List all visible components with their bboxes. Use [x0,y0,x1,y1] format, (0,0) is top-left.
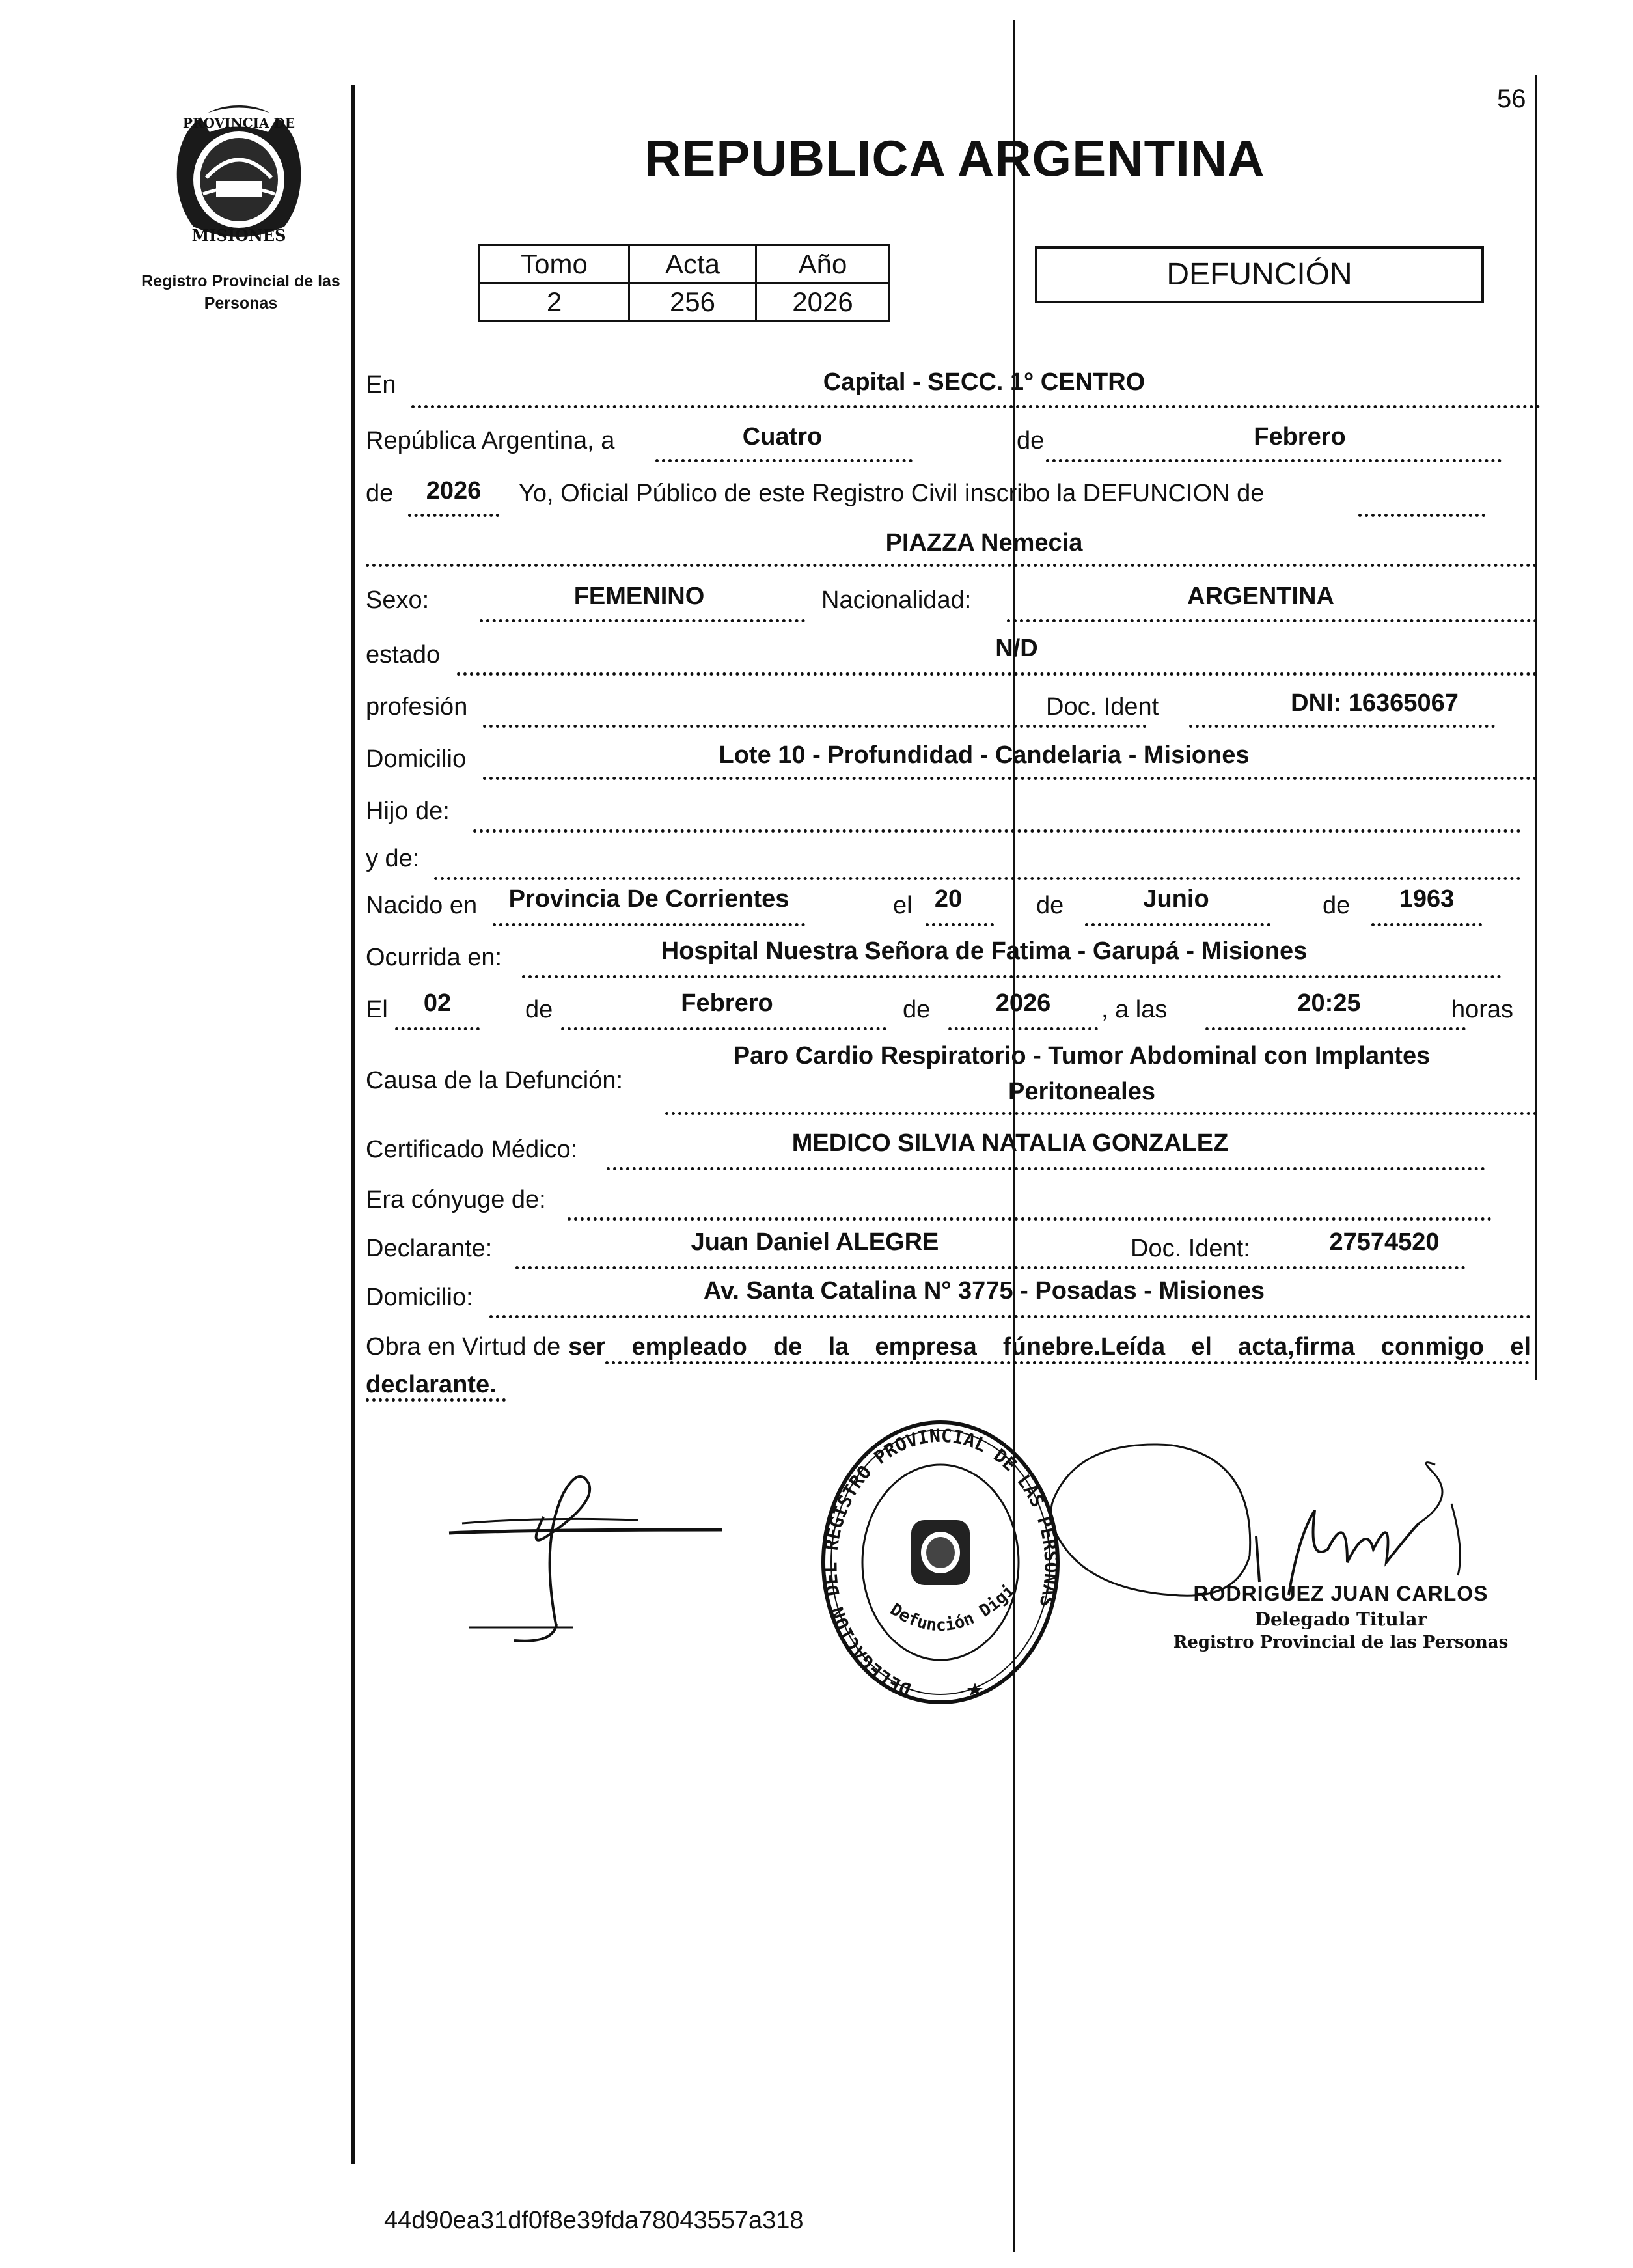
row-domicilio [366,739,1505,778]
en-value: Capital - SECC. 1° CENTRO [823,368,1146,396]
fecha-dia: Cuatro [742,423,823,450]
doc-ident-value: DNI: 16365067 [1291,689,1459,717]
row-sexo [366,583,1505,622]
dotted-line [493,923,805,926]
dotted-line [411,405,1541,408]
row-fecha-defuncion [366,989,1514,1029]
anio-de-label: de [366,480,394,507]
tomo-value: 2 [480,283,629,321]
nacido-de2-label: de [1323,892,1351,919]
row-fecha [366,423,1505,462]
acta-header: Acta [629,245,756,283]
dotted-line [926,923,994,926]
official-role: Delegado Titular [1254,1609,1427,1630]
declarant-signature [443,1465,729,1666]
dotted-line [366,1398,506,1402]
ocurrida-label: Ocurrida en: [366,944,502,971]
fecha-de-label: de [1017,427,1045,454]
causa-label: Causa de la Defunción: [366,1067,624,1094]
nacido-lugar: Provincia De Corrientes [508,885,789,913]
row-causa [366,1038,1505,1116]
row-hijo-de [366,792,1505,831]
obra-en-virtud [366,1328,1531,1404]
document-title: REPUBLICA ARGENTINA [644,130,1265,187]
def-hora: 20:25 [1297,989,1361,1017]
y-de-label: y de: [366,845,420,872]
hijo-de-label: Hijo de: [366,797,450,825]
dotted-line [515,1266,1466,1269]
certificado-value: MEDICO SILVIA NATALIA GONZALEZ [791,1129,1229,1157]
anio-text: Yo, Oficial Público de este Registro Civil inscribo la DEFUNCION de [519,480,1265,507]
document-hash: 44d90ea31df0f8e39fda78043557a318 [384,2207,804,2234]
declarante-value: Juan Daniel ALEGRE [691,1228,939,1256]
dotted-line [522,975,1502,978]
def-anio: 2026 [995,989,1051,1017]
row-en [366,368,1505,410]
dotted-line [1358,514,1485,517]
obra-text: ser empleado de la empresa fúnebre.Leída el acta,firma conmigo el [568,1333,1531,1361]
declarante-label: Declarante: [366,1235,493,1262]
profesion-label: profesión [366,693,468,721]
dotted-line [483,777,1537,780]
causa-value [626,1038,1537,1110]
registry-reference-table [478,244,890,322]
dotted-line [366,564,1537,567]
acta-value: 256 [629,283,756,321]
sexo-label: Sexo: [366,587,430,614]
svg-text:DELEGACION DEL REGISTRO PROVIN: DELEGACION DEL REGISTRO PROVINCIAL DE LAS PERSONAS [819,1424,1062,1701]
fecha-mes: Febrero [1254,423,1346,450]
nacido-el-label: el [893,892,913,919]
dotted-line [948,1027,1098,1030]
official-institution: Registro Provincial de las Personas [1173,1633,1509,1652]
nacido-label: Nacido en [366,892,478,919]
dotted-line [1046,459,1502,462]
dotted-line [607,1167,1485,1170]
row-profesion [366,687,1505,726]
row-ocurrida [366,937,1505,976]
fecha-label: República Argentina, a [366,427,615,454]
domicilio-label: Domicilio [366,745,467,773]
domicilio2-label: Domicilio: [366,1284,473,1311]
row-y-de [366,840,1505,879]
dotted-line [434,877,1521,880]
official-stamp [808,1401,1067,1722]
def-mes: Febrero [681,989,773,1017]
domicilio-value: Lote 10 - Profundidad - Candelaria - Misiones [719,741,1250,769]
row-anio [366,477,1505,516]
def-alas-label: , a las [1101,996,1168,1023]
dotted-line [561,1027,886,1030]
row-nombre [366,529,1505,568]
row-nacido [366,885,1505,924]
dotted-line [457,672,1537,676]
tomo-header: Tomo [480,245,629,283]
estado-value: N/D [995,635,1038,662]
def-el-label: El [366,996,388,1023]
provincia-misiones-seal-logo [171,103,307,254]
row-domicilio-declarante [366,1277,1505,1316]
obra-prefix: Obra en Virtud de [366,1333,561,1361]
official-name: RODRIGUEZ JUAN CARLOS [1193,1582,1489,1605]
def-de1-label: de [525,996,553,1023]
nacido-anio: 1963 [1399,885,1455,913]
dotted-line [489,1315,1531,1318]
row-conyuge [366,1180,1505,1219]
dotted-line [568,1217,1492,1221]
anio-value: 2026 [756,283,890,321]
dotted-line [1085,923,1270,926]
row-certificado [366,1129,1505,1169]
svg-text:PROVINCIA DE: PROVINCIA DE [182,115,295,131]
nacionalidad-label: Nacionalidad: [821,587,972,614]
declarante-doc-value: 27574520 [1329,1228,1440,1256]
certificado-label: Certificado Médico: [366,1136,578,1163]
page-number: 56 [1497,85,1526,113]
ocurrida-value: Hospital Nuestra Señora de Fatima - Garupá - Misiones [661,937,1308,965]
domicilio2-value: Av. Santa Catalina N° 3775 - Posadas - Misiones [703,1277,1265,1305]
obra-last: declarante. [366,1371,497,1398]
dotted-line [605,1361,1530,1364]
en-label: En [366,371,396,398]
left-margin-rule [351,85,355,2164]
nacionalidad-value: ARGENTINA [1187,583,1334,610]
row-estado [366,635,1505,674]
def-dia: 02 [423,989,452,1017]
official-signature-block [1159,1582,1523,1652]
dotted-line [483,725,1147,728]
causa-line-1: Paro Cardio Respiratorio - Tumor Abdominal con Implantes [733,1042,1431,1070]
dotted-line [1371,923,1482,926]
def-horas-label: horas [1451,996,1514,1023]
nacido-mes: Junio [1143,885,1209,913]
svg-text:Defunción Digital: Defunción Digital [808,1401,1019,1636]
dotted-line [395,1027,480,1030]
dotted-line [655,459,913,462]
def-de2-label: de [903,996,931,1023]
deceased-name: PIAZZA Nemecia [885,529,1083,557]
document-type-box: DEFUNCIÓN [1035,246,1484,303]
row-declarante [366,1228,1505,1267]
dotted-line [1189,725,1495,728]
nacido-de1-label: de [1036,892,1064,919]
dotted-line [408,514,499,517]
right-margin-rule [1535,75,1537,1380]
estado-label: estado [366,641,441,669]
dotted-line [665,1112,1537,1115]
svg-text:MISIONES: MISIONES [191,226,286,245]
dotted-line [1007,619,1537,622]
conyuge-label: Era cónyuge de: [366,1186,546,1213]
declarante-doc-label: Doc. Ident: [1131,1235,1250,1262]
dotted-line [1205,1027,1466,1030]
doc-ident-label: Doc. Ident [1046,693,1159,721]
anio-value: 2026 [426,477,482,505]
institution-caption: Registro Provincial de las Personas [141,272,340,312]
dotted-line [480,619,805,622]
anio-header: Año [756,245,890,283]
sexo-value: FEMENINO [573,583,705,610]
causa-line-2: Peritoneales [1008,1078,1155,1105]
dotted-line [473,829,1521,833]
nacido-dia: 20 [934,885,963,913]
